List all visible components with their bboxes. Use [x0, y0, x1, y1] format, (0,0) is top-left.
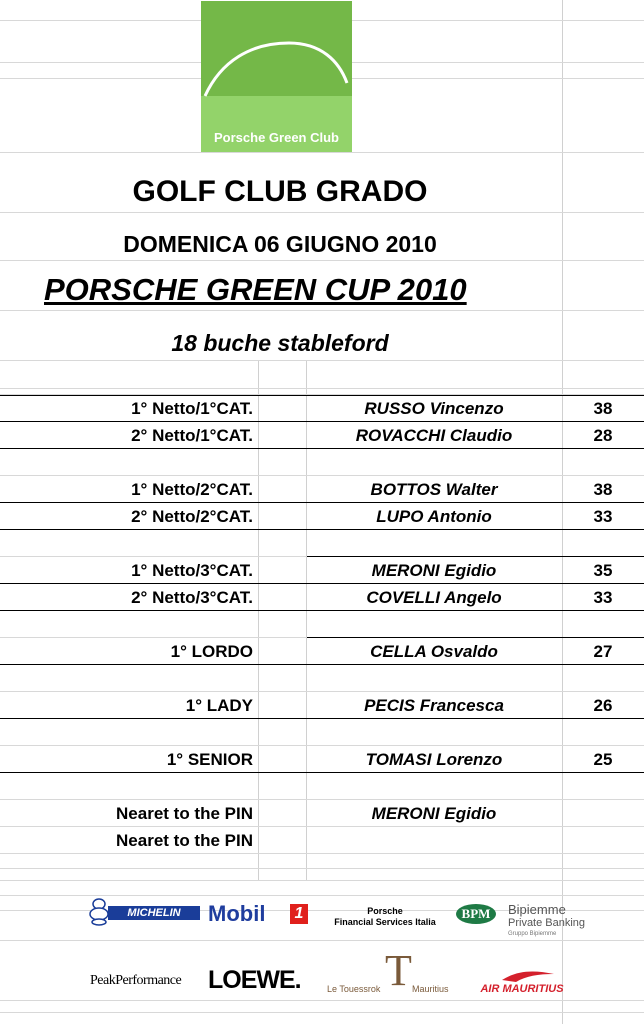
- paille-en-queue-bird-icon: [500, 968, 556, 984]
- bpm-logo: BPM: [461, 906, 491, 921]
- result-score: [563, 827, 643, 854]
- result-name: ROVACCHI Claudio: [355, 426, 513, 445]
- event-title: PORSCHE GREEN CUP 2010: [44, 272, 467, 307]
- result-name: RUSSO Vincenzo: [364, 399, 504, 418]
- result-label: 1° Netto/3°CAT.: [131, 561, 253, 580]
- result-label: Nearet to the PIN: [116, 831, 253, 850]
- bipiemme-subtitle: Private Banking: [508, 917, 586, 929]
- porsche-fs-logo-line1: Porsche: [367, 906, 403, 916]
- result-score: 38: [593, 399, 613, 418]
- result-name: [307, 827, 561, 854]
- result-name: MERONI Egidio: [371, 804, 497, 823]
- grid-row-line: [0, 868, 644, 869]
- venue-title: GOLF CLUB GRADO: [132, 175, 428, 208]
- format-title: 18 buche stableford: [171, 330, 389, 356]
- result-name: TOMASI Lorenzo: [365, 750, 503, 769]
- bipiemme-title: Bipiemme: [508, 902, 566, 917]
- result-score: [563, 800, 643, 827]
- result-score: 28: [593, 426, 613, 445]
- result-score: 27: [593, 642, 613, 661]
- grid-row-line: [0, 388, 644, 389]
- peak-performance-logo: PeakPerformance: [90, 973, 182, 988]
- result-name: MERONI Egidio: [371, 561, 497, 580]
- touessrok-name: Le Touessrok: [327, 984, 381, 994]
- grid-row-line: [0, 152, 644, 153]
- result-label: 2° Netto/3°CAT.: [131, 588, 253, 607]
- result-label: 1° LADY: [185, 696, 253, 715]
- michelin-logo: MICHELIN: [127, 907, 181, 919]
- air-mauritius-logo: AIR MAURITIUS: [480, 983, 564, 995]
- result-score: 25: [593, 750, 613, 769]
- grid-column-line: [258, 360, 259, 880]
- result-name: BOTTOS Walter: [370, 480, 498, 499]
- result-label: 1° Netto/2°CAT.: [131, 480, 253, 499]
- michelin-man-icon: [88, 898, 110, 926]
- result-label: 2° Netto/2°CAT.: [131, 507, 253, 526]
- loewe-logo: LOEWE.: [208, 966, 301, 994]
- date-title: DOMENICA 06 GIUGNO 2010: [123, 231, 437, 257]
- result-label: Nearet to the PIN: [116, 804, 253, 823]
- porsche-fs-logo-line2: Financial Services Italia: [334, 917, 436, 927]
- grid-row-line: [0, 360, 644, 361]
- result-label: 1° SENIOR: [166, 750, 253, 769]
- sponsor-logos: [0, 880, 644, 1024]
- result-score: 38: [593, 480, 613, 499]
- grid-row-line: [0, 310, 644, 311]
- result-score: 33: [593, 507, 613, 526]
- result-label: 2° Netto/1°CAT.: [131, 426, 253, 445]
- result-name: COVELLI Angelo: [366, 588, 502, 607]
- mobil-one-badge: 1: [290, 904, 308, 924]
- mobil-logo: Mobil: [208, 901, 266, 926]
- bipiemme-group: Gruppo Bipiemme: [508, 931, 557, 937]
- result-name: CELLA Osvaldo: [370, 642, 498, 661]
- result-name: PECIS Francesca: [364, 696, 504, 715]
- result-score: 26: [593, 696, 613, 715]
- result-label: 1° LORDO: [170, 642, 253, 661]
- touessrok-monogram: T: [385, 946, 412, 995]
- result-score: 35: [593, 561, 613, 580]
- touessrok-location: Mauritius: [412, 984, 449, 994]
- result-name: LUPO Antonio: [376, 507, 492, 526]
- result-label: 1° Netto/1°CAT.: [131, 399, 253, 418]
- logo-text: Porsche Green Club: [214, 130, 339, 145]
- result-score: 33: [593, 588, 613, 607]
